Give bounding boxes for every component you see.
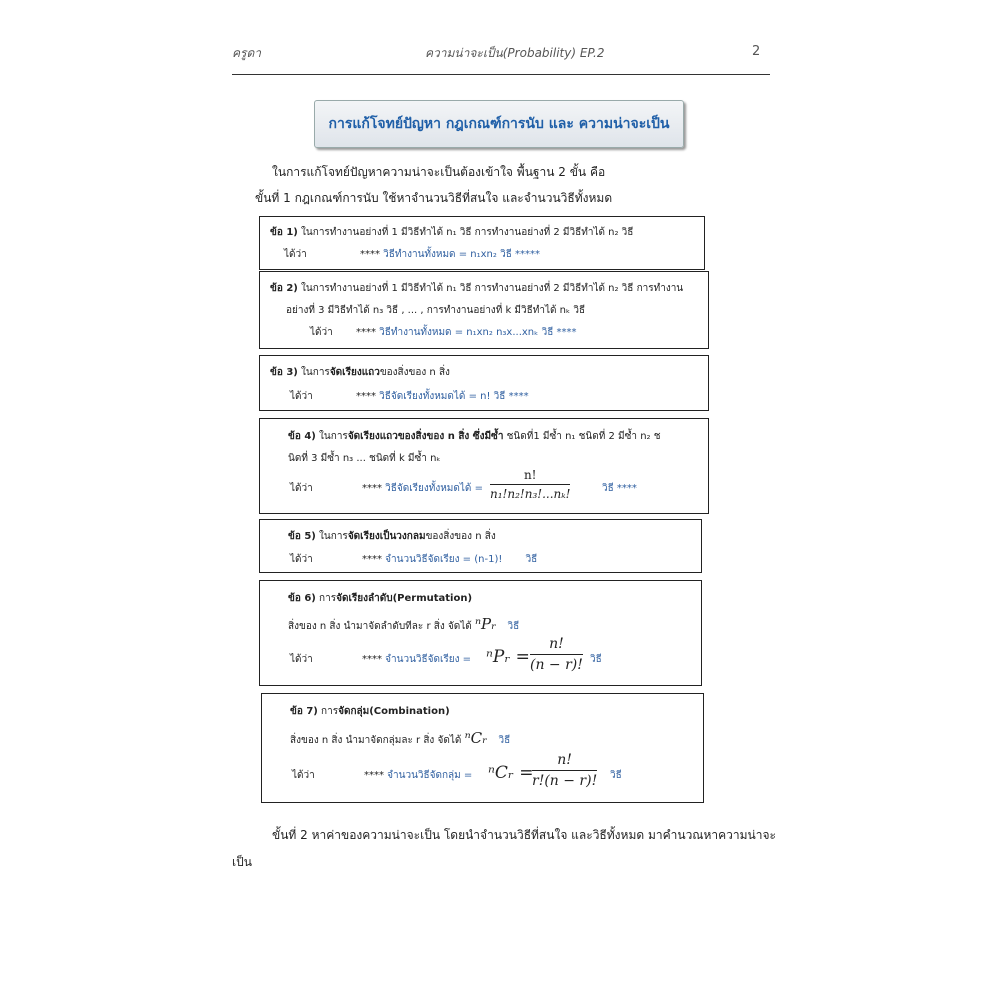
say-label: ได้ว่า (290, 654, 313, 665)
rule-box-6 (259, 580, 702, 686)
combination-symbol: ⁿCᵣ (464, 729, 488, 747)
rule-result: วิธีจัดเรียงทั้งหมดได้ = (385, 483, 483, 494)
rule-keyword: จัดเรียงแถว (329, 367, 380, 378)
rule-label: ข้อ 2) (270, 283, 298, 294)
rule-box-5 (259, 519, 702, 573)
rule-text-2-tail: วิธี (498, 735, 511, 746)
rule-text: ในการทำงานอย่างที่ 1 มีวิธีทำได้ n₁ วิธี การทำงานอย่างที่ 2 มีวิธีทำได้ n₂ วิธี การทำงาน (301, 283, 684, 294)
rule-text-2: สิ่งของ n สิ่ง นำมาจัดกลุ่มละ r สิ่ง จัดได้ (290, 735, 462, 746)
fraction-formula (530, 636, 583, 673)
rule-text-post: ชนิดที่1 มีซ้ำ n₁ ชนิดที่ 2 มีซ้ำ n₂ ช (503, 431, 661, 442)
rule-text-2: อย่างที่ 3 มีวิธีทำได้ n₃ วิธี , ... , การทำงานอย่างที่ k มีวิธีทำได้ nₖ วิธี (286, 305, 586, 316)
stars: **** (355, 327, 376, 338)
permutation-symbol: ⁿPᵣ (474, 615, 497, 633)
rule-result: วิธีจัดเรียงทั้งหมดได้ = n! วิธี **** (379, 391, 529, 402)
rule-result: วิธีทำงานทั้งหมด = n₁xn₂ n₃x...xnₖ วิธี **** (379, 327, 577, 338)
rule-result: จำนวนวิธีจัดเรียง = (385, 654, 472, 665)
rule-keyword: จัดเรียงเป็นวงกลม (347, 531, 426, 542)
fraction-bar (530, 654, 583, 655)
rule-text-pre: การ (319, 593, 337, 604)
stars: **** (363, 770, 384, 781)
fraction-numerator: n! (557, 752, 572, 768)
rule-text-post: (Permutation) (392, 593, 473, 604)
rule-text-post: ของสิ่งของ n สิ่ง (379, 367, 450, 378)
fraction-numerator: n! (549, 636, 564, 652)
rule-label: ข้อ 3) (270, 367, 298, 378)
step2-text-cont: เป็น (232, 855, 252, 869)
fraction-numerator: n! (523, 468, 537, 482)
rule-text-pre: การ (321, 706, 339, 717)
rule-keyword: จัดเรียงแถวของสิ่งของ n สิ่ง ซึ่งมีซ้ำ (347, 431, 504, 442)
rule-text: ในการทำงานอย่างที่ 1 มีวิธีทำได้ n₁ วิธี การทำงานอย่างที่ 2 มีวิธีทำได้ n₂ วิธี (301, 227, 634, 238)
rule-box-2 (259, 271, 709, 349)
rule-label: ข้อ 6) (288, 593, 316, 604)
rule-tail: วิธี (525, 554, 538, 565)
rule-result: จำนวนวิธีจัดเรียง = (n-1)! (385, 554, 503, 565)
header-rule (232, 74, 770, 75)
say-label: ได้ว่า (290, 554, 313, 565)
page-number: 2 (752, 44, 761, 59)
say-label: ได้ว่า (290, 391, 313, 402)
fraction-denominator: (n − r)! (530, 657, 583, 673)
rule-result: วิธีทำงานทั้งหมด = n₁xn₂ วิธี ***** (383, 249, 540, 260)
formula-lhs: ⁿCᵣ = (488, 763, 534, 783)
rule-label: ข้อ 1) (270, 227, 298, 238)
header-author: ครูดา (232, 46, 262, 60)
say-label: ได้ว่า (292, 770, 315, 781)
stars: **** (355, 391, 376, 402)
intro-text: ในการแก้โจทย์ปัญหาความน่าจะเป็นต้องเข้าใจ พื้นฐาน 2 ขั้น คือ (272, 165, 606, 179)
rule-text-post: ของสิ่งของ n สิ่ง (425, 531, 496, 542)
rule-text-2: สิ่งของ n สิ่ง นำมาจัดลำดับทีละ r สิ่ง จัดได้ (288, 621, 472, 632)
step2-text: ขั้นที่ 2 หาค่าของความน่าจะเป็น โดยนำจำนวนวิธีที่สนใจ และวิธีทั้งหมด มาคำนวณหาความน่าจะ (272, 828, 776, 842)
rule-label: ข้อ 4) (288, 431, 316, 442)
header-title: ความน่าจะเป็น(Probability) EP.2 (425, 46, 605, 60)
page-title: การแก้โจทย์ปัญหา กฎเกณฑ์การนับ และ ความน่าจะเป็น (328, 116, 670, 132)
fraction-bar (532, 770, 597, 771)
say-label: ได้ว่า (284, 249, 307, 260)
rule-box-3 (259, 355, 709, 411)
step1-text: ขั้นที่ 1 กฎเกณฑ์การนับ ใช้หาจำนวนวิธีที่สนใจ และจำนวนวิธีทั้งหมด (255, 191, 613, 205)
rule-text-post: (Combination) (369, 706, 450, 717)
rule-box-7 (261, 693, 704, 803)
rule-box-1 (259, 216, 705, 270)
rule-keyword: จัดเรียงลำดับ (336, 593, 393, 604)
say-label: ได้ว่า (290, 483, 313, 494)
rule-text-pre: ในการ (319, 531, 348, 542)
rule-text-2-tail: วิธี (507, 621, 520, 632)
fraction-bar (490, 484, 570, 485)
rule-text-pre: ในการ (301, 367, 330, 378)
fraction-denominator: r!(n − r)! (532, 773, 598, 789)
rule-box-4 (259, 418, 709, 514)
stars: **** (361, 654, 382, 665)
fraction-denominator: n₁!n₂!n₃!...nₖ! (490, 487, 571, 501)
rule-text-2: นิดที่ 3 มีซ้ำ n₃ ... ชนิดที่ k มีซ้ำ nₖ (288, 453, 441, 464)
formula-lhs: ⁿPᵣ = (486, 647, 530, 667)
rule-tail: วิธี **** (602, 483, 637, 494)
rule-tail: วิธี (590, 654, 602, 665)
rule-result: จำนวนวิธีจัดกลุ่ม = (387, 770, 473, 781)
rule-keyword: จัดกลุ่ม (338, 706, 370, 717)
stars: **** (361, 554, 382, 565)
fraction-formula (532, 752, 597, 789)
rule-label: ข้อ 5) (288, 531, 316, 542)
rule-label: ข้อ 7) (290, 706, 318, 717)
title-box (314, 100, 684, 148)
rule-text-pre: ในการ (319, 431, 348, 442)
stars: **** (359, 249, 380, 260)
say-label: ได้ว่า (310, 327, 333, 338)
rule-tail: วิธี (610, 770, 622, 781)
stars: **** (361, 483, 382, 494)
fraction-formula (490, 468, 570, 501)
